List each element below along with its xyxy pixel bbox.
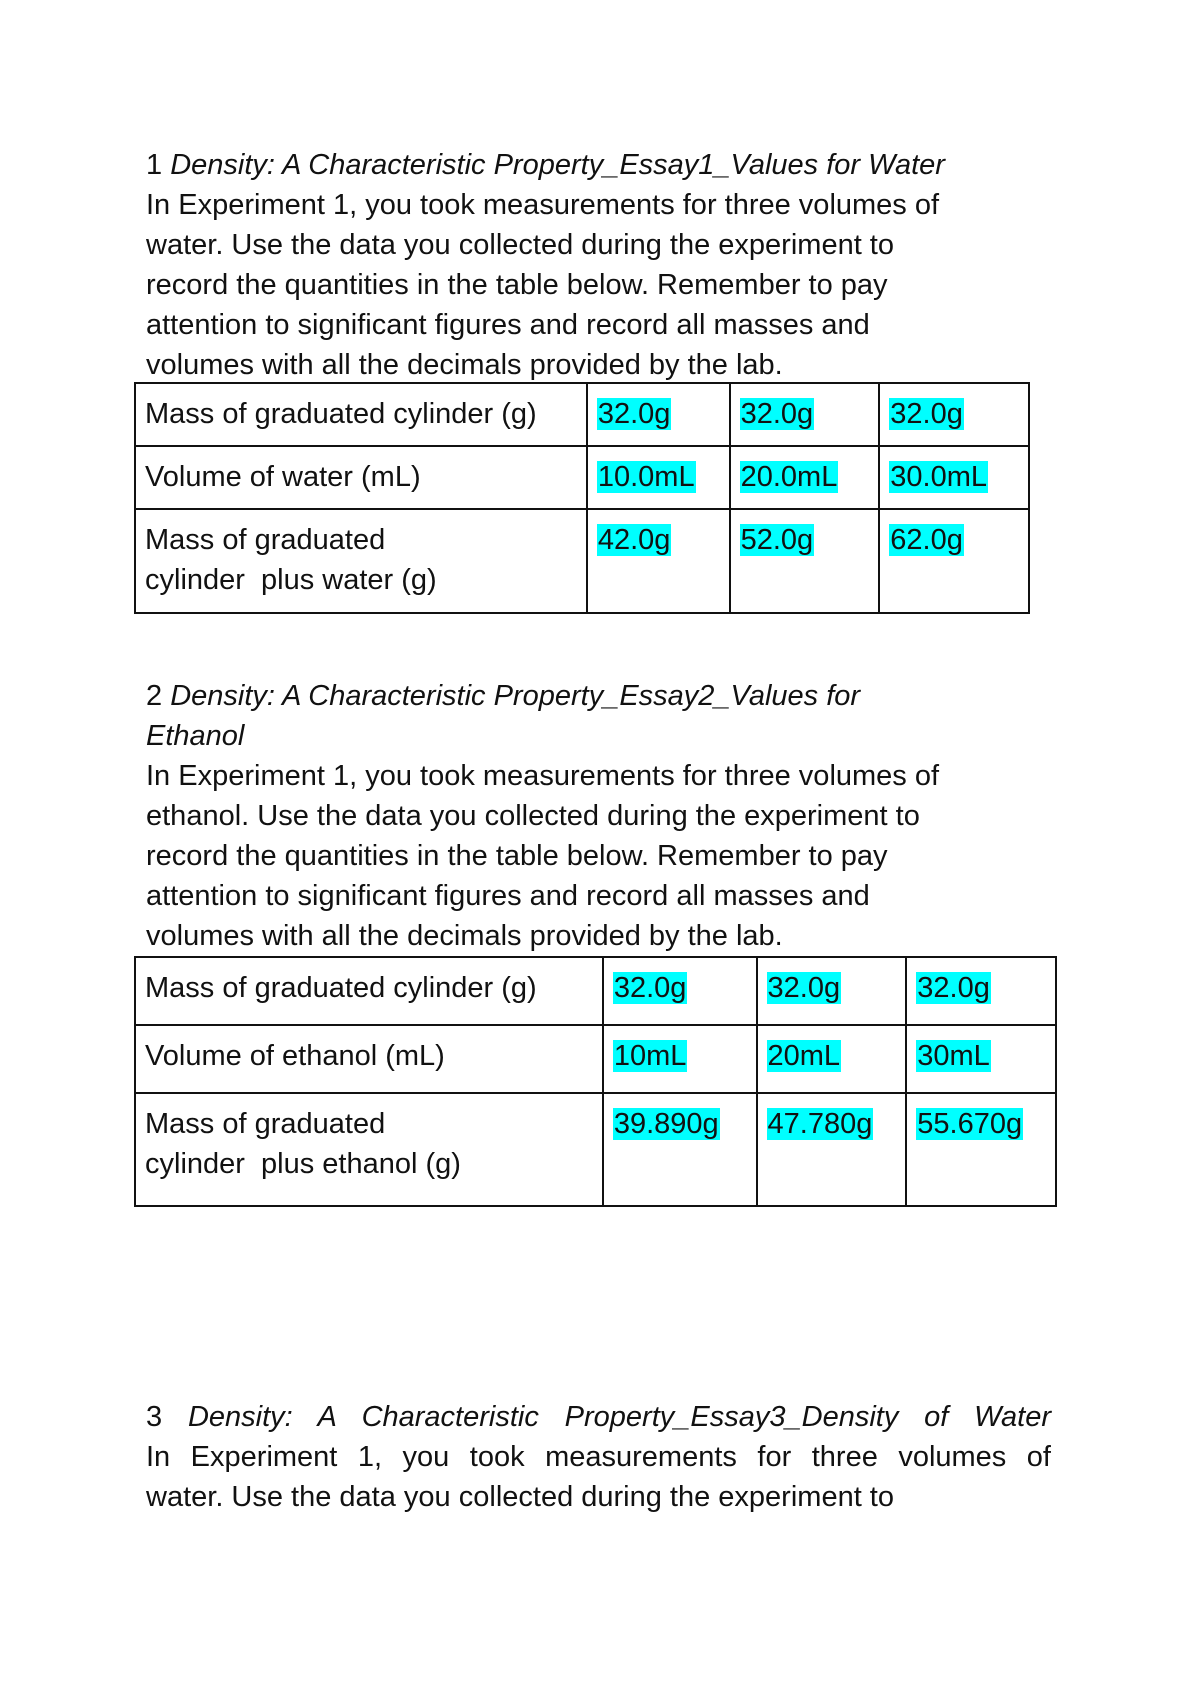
- section-3-body: [146, 1437, 1051, 1517]
- highlighted-value: 20.0mL: [740, 461, 838, 493]
- section-1-body-line: water. Use the data you collected during the experiment to: [146, 229, 894, 261]
- section-3-body-line: In Experiment 1, you took measurements for three volumes of: [146, 1441, 1051, 1473]
- highlighted-value: 55.670g: [917, 1108, 1023, 1140]
- table-cell: [757, 1025, 907, 1093]
- section-3-number: 3: [146, 1401, 163, 1433]
- highlighted-value: 30mL: [917, 1040, 990, 1072]
- highlighted-value: 10.0mL: [597, 461, 695, 493]
- highlighted-value: 10mL: [613, 1040, 687, 1072]
- highlighted-value: 20mL: [767, 1040, 841, 1072]
- section-2-body: [146, 756, 1026, 956]
- water-data-table: [134, 382, 1030, 614]
- section-1-body: [146, 185, 1026, 385]
- table-cell: [603, 957, 757, 1025]
- table-cell: [906, 957, 1056, 1025]
- highlighted-value: 42.0g: [597, 524, 671, 556]
- table-row: [135, 957, 1056, 1025]
- section-2-body-line: volumes with all the decimals provided by the lab.: [146, 920, 783, 952]
- section-3-heading: [146, 1397, 1051, 1437]
- table-row: [135, 446, 1029, 509]
- table-cell: [879, 383, 1029, 446]
- section-2-title: Density: A Characteristic Property_Essay2_Values for Ethanol: [146, 680, 861, 752]
- table-cell: [879, 446, 1029, 509]
- highlighted-value: 62.0g: [890, 524, 963, 556]
- section-3-body-line: water. Use the data you collected during the experiment to: [146, 1481, 894, 1513]
- highlighted-value: 39.890g: [613, 1108, 719, 1140]
- section-2-body-line: In Experiment 1, you took measurements for three volumes of: [146, 760, 940, 792]
- table-cell: [757, 957, 907, 1025]
- table-cell: [730, 446, 880, 509]
- section-2-body-line: attention to significant figures and record all masses and: [146, 880, 870, 912]
- section-1: [146, 145, 1026, 385]
- section-1-number: 1: [146, 149, 163, 181]
- highlighted-value: 32.0g: [613, 972, 687, 1004]
- section-1-body-line: volumes with all the decimals provided by the lab.: [146, 349, 783, 381]
- section-2-body-line: ethanol. Use the data you collected during the experiment to: [146, 800, 920, 832]
- highlighted-value: 30.0mL: [890, 461, 988, 493]
- section-2: [146, 676, 1026, 956]
- table-row: [135, 1093, 1056, 1206]
- highlighted-value: 32.0g: [767, 972, 841, 1004]
- row-label: Mass of graduated cylinder plus ethanol (g): [135, 1093, 603, 1206]
- ethanol-data-table: [134, 956, 1057, 1207]
- table-cell: [603, 1025, 757, 1093]
- row-label: Mass of graduated cylinder (g): [135, 957, 603, 1025]
- table-row: [135, 509, 1029, 613]
- highlighted-value: 32.0g: [597, 398, 671, 430]
- table-cell: [730, 509, 880, 613]
- section-1-heading: [146, 145, 1026, 185]
- section-3: [146, 1397, 1051, 1517]
- section-1-title: Density: A Characteristic Property_Essay1_Values for Water: [170, 149, 945, 181]
- section-1-body-line: record the quantities in the table below. Remember to pay: [146, 269, 888, 301]
- highlighted-value: 47.780g: [767, 1108, 873, 1140]
- highlighted-value: 32.0g: [890, 398, 963, 430]
- section-2-number: 2: [146, 680, 163, 712]
- table-cell: [587, 446, 730, 509]
- table-cell: [757, 1093, 907, 1206]
- section-2-heading: [146, 676, 1026, 756]
- row-label: Volume of water (mL): [135, 446, 587, 509]
- highlighted-value: 32.0g: [740, 398, 814, 430]
- table-row: [135, 1025, 1056, 1093]
- table-cell: [730, 383, 880, 446]
- section-1-body-line: attention to significant figures and record all masses and: [146, 309, 870, 341]
- table-cell: [906, 1025, 1056, 1093]
- section-1-body-line: In Experiment 1, you took measurements for three volumes of: [146, 189, 940, 221]
- highlighted-value: 52.0g: [740, 524, 814, 556]
- row-label: Mass of graduated cylinder (g): [135, 383, 587, 446]
- table-row: [135, 383, 1029, 446]
- table-cell: [603, 1093, 757, 1206]
- row-label: Mass of graduated cylinder plus water (g): [135, 509, 587, 613]
- table-cell: [906, 1093, 1056, 1206]
- table-cell: [587, 509, 730, 613]
- table-cell: [587, 383, 730, 446]
- table-cell: [879, 509, 1029, 613]
- row-label: Volume of ethanol (mL): [135, 1025, 603, 1093]
- section-2-body-line: record the quantities in the table below. Remember to pay: [146, 840, 888, 872]
- section-3-title: Density: A Characteristic Property_Essay3_Density of Water: [187, 1401, 1051, 1433]
- highlighted-value: 32.0g: [917, 972, 990, 1004]
